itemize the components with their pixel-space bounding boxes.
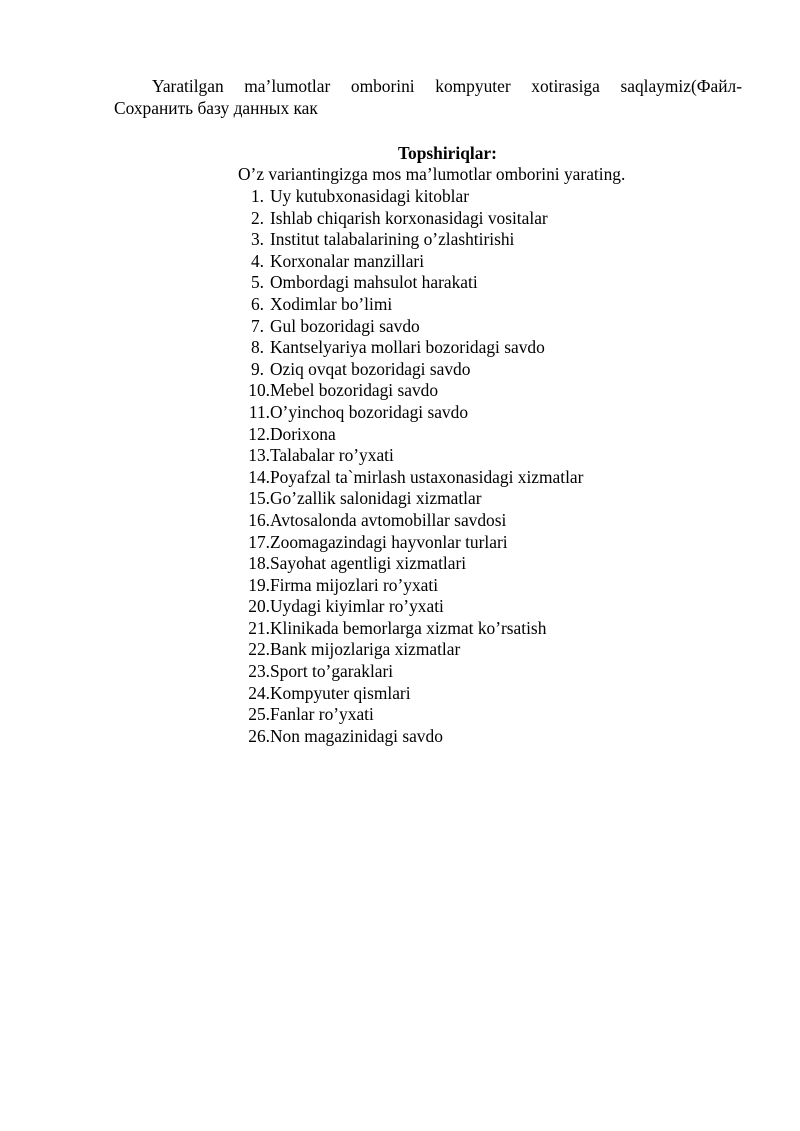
- task-number: 24.: [248, 682, 270, 703]
- task-number: 22.: [248, 639, 270, 660]
- task-item: [238, 359, 583, 381]
- task-number: 11.: [248, 401, 270, 422]
- task-item: [238, 467, 583, 489]
- task-item: [238, 208, 583, 230]
- task-number: 18.: [248, 553, 270, 574]
- intro-paragraph: [114, 76, 742, 119]
- intro-word: xotirasiga: [531, 76, 600, 96]
- task-item: [238, 380, 583, 402]
- intro-word: kompyuter: [435, 76, 511, 96]
- task-text: Institut talabalarining o’zlashtirishi: [270, 229, 515, 250]
- task-item: [238, 704, 583, 726]
- task-text: Ombordagi mahsulot harakati: [270, 272, 478, 293]
- task-number: 26.: [248, 725, 270, 746]
- task-text: Kompyuter qismlari: [270, 682, 411, 703]
- task-item: [238, 445, 583, 467]
- task-item: [238, 575, 583, 597]
- task-item: [238, 488, 583, 510]
- task-number: 12.: [248, 423, 270, 444]
- task-text: Poyafzal ta`mirlash ustaxonasidagi xizmatlar: [270, 466, 584, 487]
- task-text: Korxonalar manzillari: [270, 250, 425, 271]
- task-item: [238, 251, 583, 273]
- task-text: Avtosalonda avtomobillar savdosi: [270, 509, 507, 530]
- task-text: Fanlar ro’yxati: [270, 704, 374, 725]
- task-text: Gul bozoridagi savdo: [270, 315, 420, 336]
- task-text: O’yinchoq bozoridagi savdo: [270, 401, 469, 422]
- task-item: [238, 639, 583, 661]
- task-number: 6.: [250, 293, 264, 314]
- task-number: 15.: [248, 488, 270, 509]
- task-number: 21.: [248, 617, 270, 638]
- task-text: Klinikada bemorlarga xizmat ko’rsatish: [270, 617, 547, 638]
- task-item: [238, 424, 583, 446]
- task-item: [238, 402, 583, 424]
- tasks-instruction: O’z variantingizga mos ma’lumotlar omborini yarating.: [238, 164, 626, 184]
- task-text: Sport to’garaklari: [270, 661, 394, 682]
- task-item: [238, 596, 583, 618]
- task-item: [238, 186, 583, 208]
- task-text: Oziq ovqat bozoridagi savdo: [270, 358, 471, 379]
- intro-line-2: Сохранить базу данных как: [114, 97, 318, 118]
- task-text: Non magazinidagi savdo: [270, 725, 443, 746]
- task-number: 5.: [250, 272, 264, 293]
- task-text: Ishlab chiqarish korxonasidagi vositalar: [270, 207, 548, 228]
- task-number: 2.: [250, 207, 264, 228]
- task-item: [238, 726, 583, 748]
- task-text: Uy kutubxonasidagi kitoblar: [270, 186, 469, 206]
- task-text: Zoomagazindagi hayvonlar turlari: [270, 531, 508, 552]
- intro-line-1: [114, 76, 742, 98]
- task-item: [238, 229, 583, 251]
- task-text: Mebel bozoridagi savdo: [270, 380, 439, 401]
- task-text: Kantselyariya mollari bozoridagi savdo: [270, 337, 545, 358]
- task-number: 17.: [248, 531, 270, 552]
- intro-word: Yaratilgan: [152, 76, 224, 96]
- task-text: Firma mijozlari ro’yxati: [270, 574, 439, 595]
- task-item: [238, 272, 583, 294]
- task-number: 3.: [250, 229, 264, 250]
- task-text: Talabalar ro’yxati: [270, 445, 394, 466]
- task-number: 8.: [250, 337, 264, 358]
- task-text: Go’zallik salonidagi xizmatlar: [270, 488, 482, 509]
- task-number: 19.: [248, 574, 270, 595]
- task-text: Bank mijozlariga xizmatlar: [270, 639, 461, 660]
- task-number: 1.: [250, 186, 264, 206]
- task-item: [238, 316, 583, 338]
- task-item: [238, 661, 583, 683]
- task-text: Xodimlar bo’limi: [270, 293, 393, 314]
- task-text: Uydagi kiyimlar ro’yxati: [270, 596, 444, 617]
- task-item: [238, 532, 583, 554]
- intro-word: ma’lumotlar: [244, 76, 331, 96]
- task-number: 10.: [248, 380, 270, 401]
- task-number: 20.: [248, 596, 270, 617]
- task-number: 4.: [250, 250, 264, 271]
- task-text: Dorixona: [270, 423, 336, 444]
- task-number: 9.: [250, 358, 264, 379]
- task-item: [238, 337, 583, 359]
- intro-word: omborini: [350, 76, 415, 96]
- intro-word: saqlaymiz(Файл-: [620, 76, 742, 96]
- task-item: [238, 510, 583, 532]
- task-item: [238, 553, 583, 575]
- task-item: [238, 294, 583, 316]
- task-item: [238, 683, 583, 705]
- task-number: 25.: [248, 704, 270, 725]
- task-text: Sayohat agentligi xizmatlari: [270, 553, 467, 574]
- task-number: 23.: [248, 661, 270, 682]
- task-number: 7.: [250, 315, 264, 336]
- task-number: 13.: [248, 445, 270, 466]
- task-item: [238, 618, 583, 640]
- tasks-heading: Topshiriqlar:: [398, 143, 497, 163]
- task-number: 14.: [248, 466, 270, 487]
- task-list: [238, 186, 583, 747]
- task-number: 16.: [248, 509, 270, 530]
